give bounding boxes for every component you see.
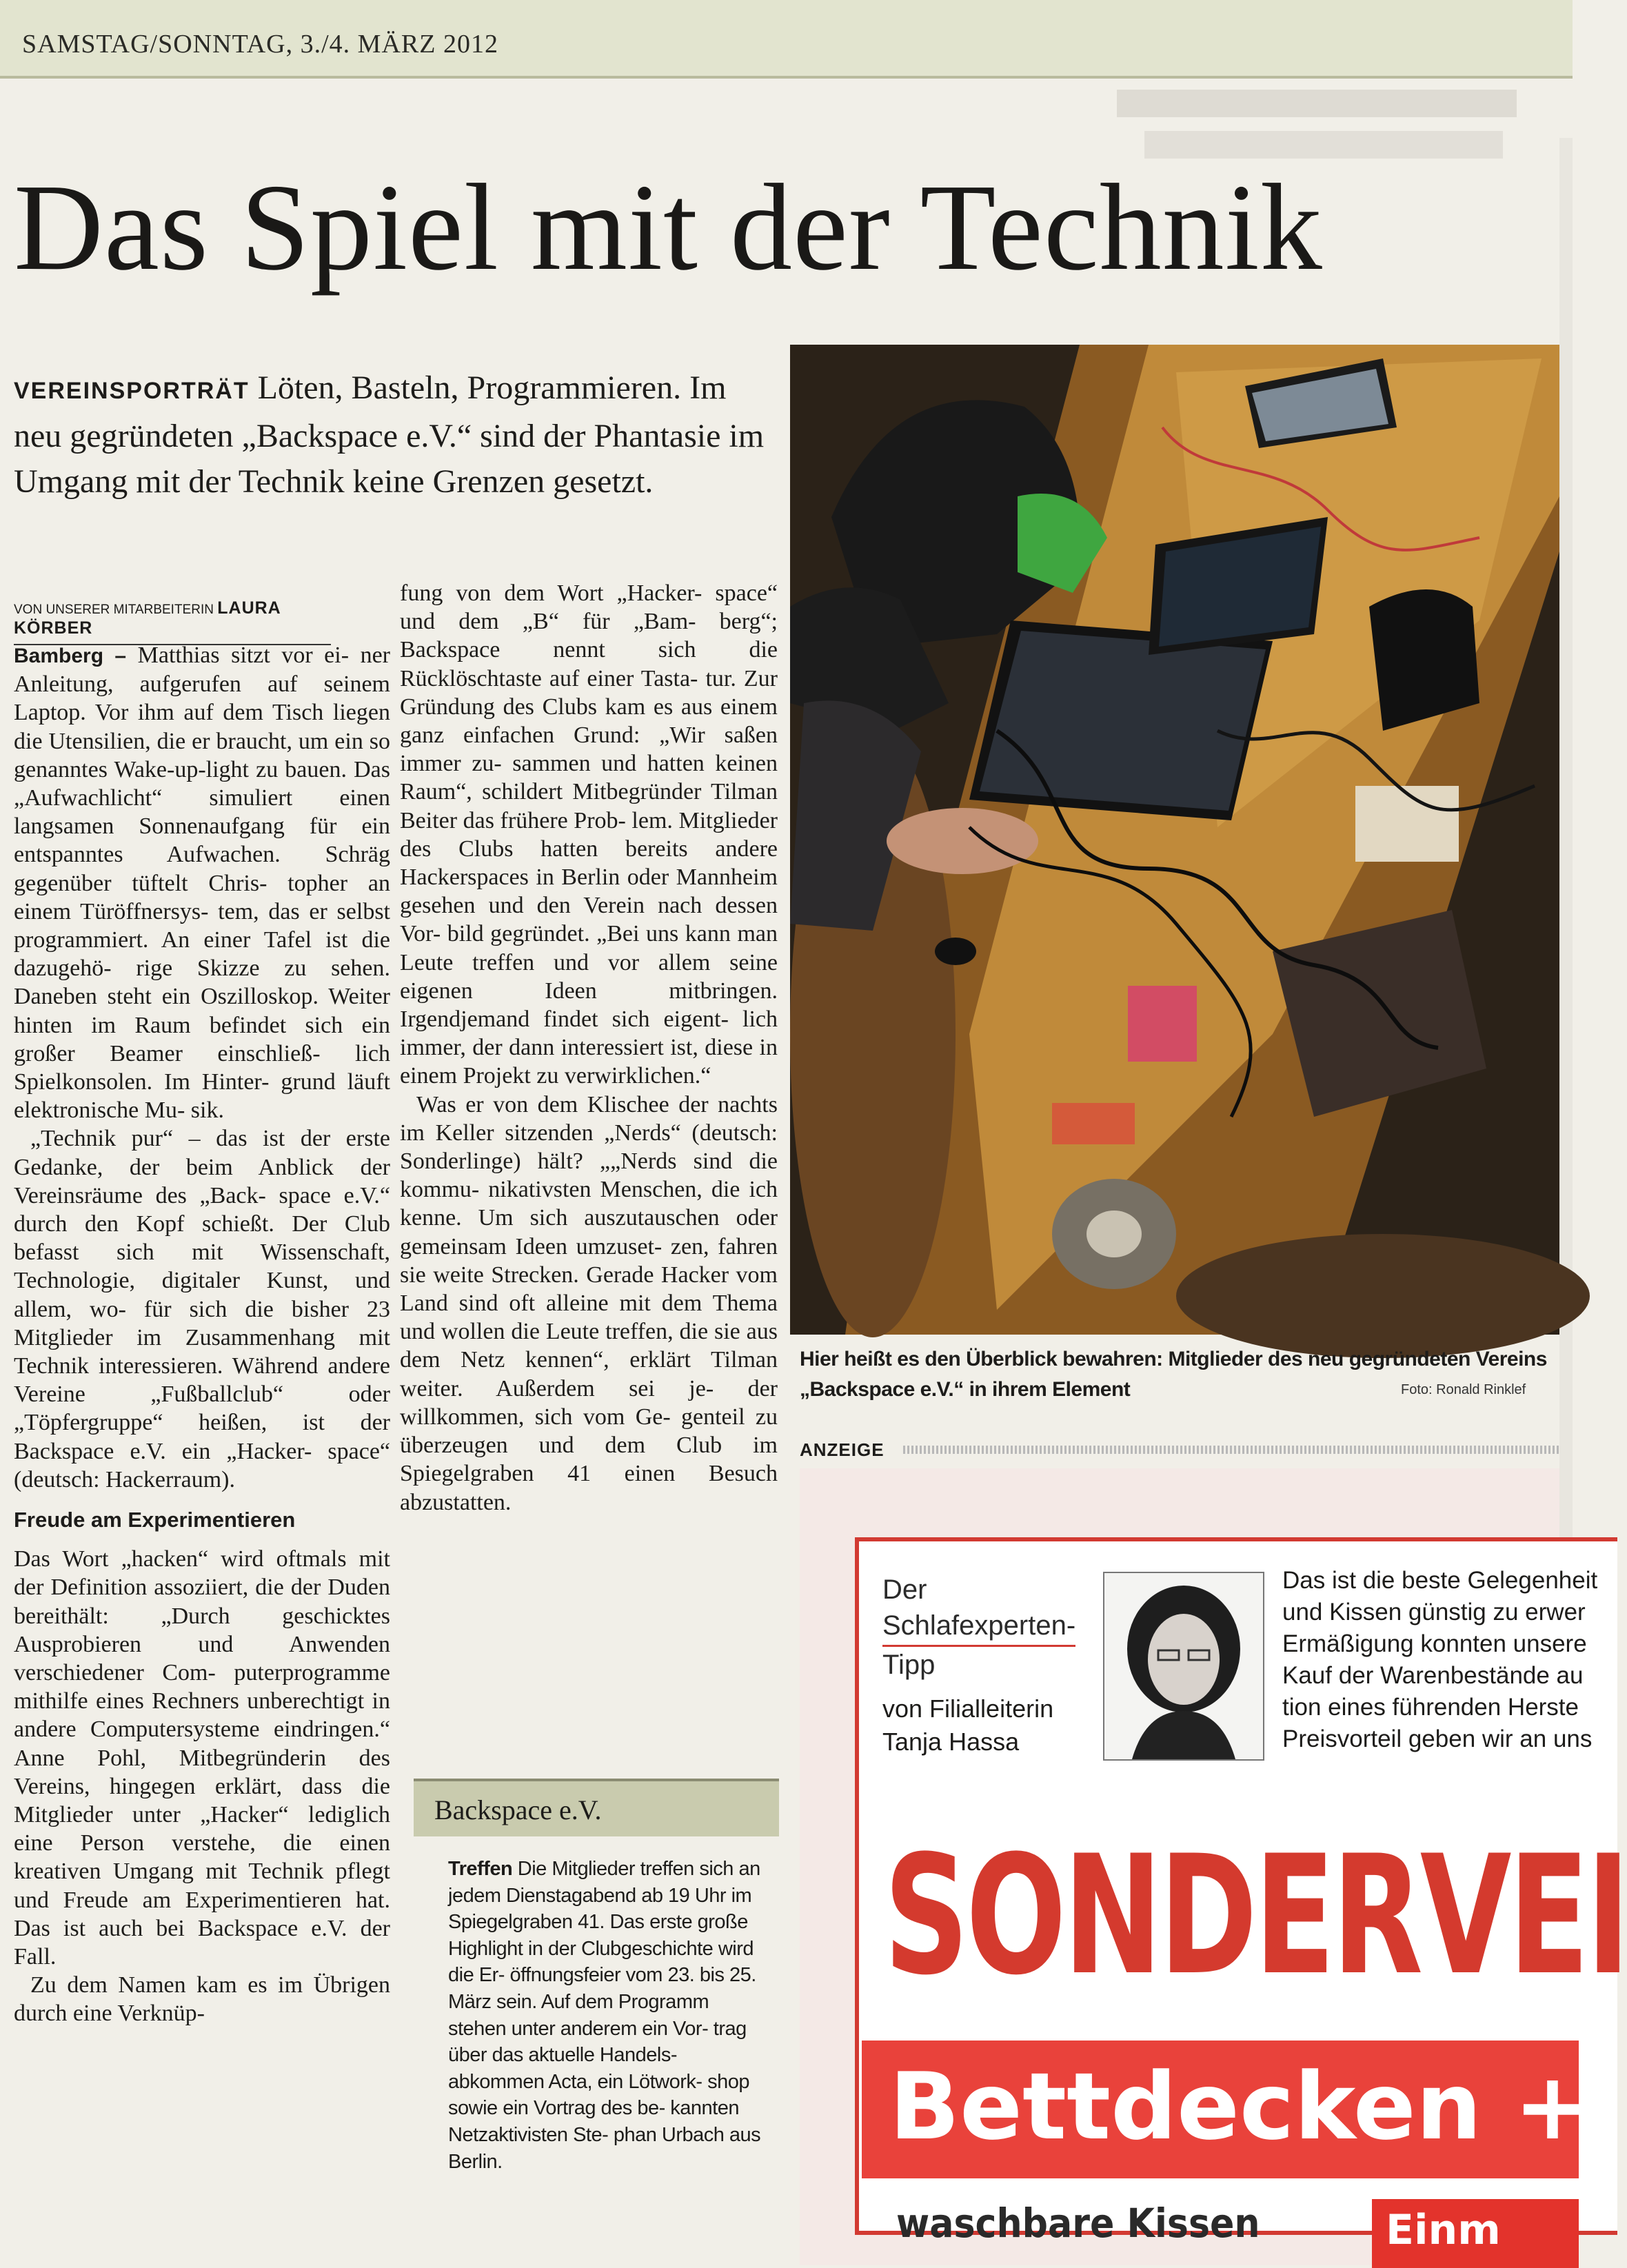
lead-text: Löten, Basteln, Programmieren. Im neu gegründeten „Backspace e.V.“ sind der Phantasie im Umgang mit der Technik keine Grenzen gesetzt. [14, 369, 765, 500]
ad-product-title: Bettdecken + [889, 2053, 1592, 2160]
headline: Das Spiel mit der Technik [14, 159, 1323, 296]
paragraph: Was er von dem Klischee der nachts im Keller sitzenden „Nerds“ (deutsch: Sonderlinge) hält? „„Nerds sind die kommu- nikativsten Menschen, die ich kenne. Um sich auszutauschen oder gemeinsam Ideen umzuset- zen, fahren sie weite Strecken. Gerade Hacker vom Land sind oft alleine mit dem Thema und wollen die Leute treffen, die sie aus dem Netz kennen“, erklärt Tilman weiter. Außerdem sei je- der willkommen, sich vom Ge- genteil zu überzeugen und dem Club im Spiegelgraben 41 einen Besuch abzustatten. [400, 1091, 778, 1515]
article-column-2 [400, 579, 778, 1517]
ad-body-line: und Kissen günstig zu erwer [1282, 1599, 1586, 1626]
info-box-text [448, 1856, 765, 2175]
paragraph: Das Wort „hacken“ wird oftmals mit der Definition assoziiert, die der Duden bereithält: „Durch geschicktes Ausprobieren und Anwenden verschiedener Com- puterprogramme mithilfe eines Rechners unberechtigt in andere Computersysteme eindringen.“ Anne Pohl, Mitbegründerin des Vereins, hingegen erklärt, dass die Mitglieder unter „Hacker“ lediglich eine Person verstehe, die einen kreativen Umgang mit Technik pflegt und Freude am Experimentieren hat. Das ist auch bei Backspace e.V. der Fall. [14, 1546, 390, 1970]
paragraph: Zu dem Namen kam es im Übrigen durch eine Verknüp- [14, 1972, 390, 2027]
ad-tipp-author [882, 1692, 1103, 1759]
byline-prefix: VON UNSERER MITARBEITERIN [14, 603, 214, 617]
ad-label: ANZEIGE [800, 1439, 885, 1460]
ad-tipp-line: Tipp [882, 1650, 936, 1680]
ad-tipp-line: Schlafexperten- [882, 1608, 1075, 1647]
subheading: Freude am Experimentieren [14, 1508, 296, 1532]
lead-paragraph [14, 365, 779, 505]
ad-product-subtitle: waschbare Kissen [896, 2200, 1260, 2247]
byline [14, 598, 331, 645]
ad-tipp-author-line: von Filialleiterin [882, 1694, 1054, 1723]
byline-name: LAURA KÖRBER [14, 598, 281, 638]
location: Bamberg – [14, 645, 127, 667]
advertisement [800, 1468, 1627, 2265]
ad-tipp-heading [882, 1572, 1089, 1683]
ad-tipp-line: Der [882, 1575, 927, 1605]
info-box-header [414, 1779, 779, 1836]
ad-badge [1372, 2199, 1579, 2268]
ad-portrait [1103, 1572, 1264, 1761]
dateline: SAMSTAG/SONNTAG, 3./4. MÄRZ 2012 [22, 30, 498, 59]
ad-body-text [1282, 1565, 1598, 1755]
info-box-body: Die Mitglieder treffen sich an jedem Dienstagabend ab 19 Uhr im Spiegelgraben 41. Das erste große Highlight in der Clubgeschichte wird die Er- öffnungsfeier vom 23. bis 25. März sein. Auf dem Programm stehen unter anderem ein Vor- trag über das aktuelle Handels- abkommen Acta, ein Lötwork- shop sowie ein Vortrag des be- kannten Netzaktivisten Ste- phan Urbach aus Berlin. [448, 1858, 761, 2173]
ad-body-line: Preisvorteil geben wir an uns [1282, 1725, 1593, 1752]
ad-badge-text: Einm [1386, 2206, 1501, 2254]
paragraph: „Technik pur“ – das ist der erste Gedanke, der beim Anblick der Vereinsräume des „Back- space e.V.“ durch den Kopf schießt. Der Club befasst sich mit Wissenschaft, Technologie, digitaler Kunst, und allem, wo- für sich die bisher 23 Mitglieder im Zusammenhang mit Technik interessieren. Während andere Vereine „Fußballclub“ oder „Töpfergruppe“ heißen, ist der Backspace e.V. ein „Hacker- space“ (deutsch: Hackerraum). [14, 1126, 390, 1492]
info-box [414, 1779, 779, 2254]
bleed-through-texture [1117, 83, 1530, 165]
portrait-image [1104, 1573, 1263, 1759]
info-box-title: Backspace e.V. [434, 1794, 602, 1825]
info-box-label: Treffen [448, 1858, 513, 1880]
ad-body-line: tion eines führenden Herste [1282, 1694, 1579, 1721]
ad-body-line: Das ist die beste Gelegenheit [1282, 1567, 1598, 1594]
paragraph: fung von dem Wort „Hacker- space“ und dem „B“ für „Bam- berg“; Backspace nennt sich die Rücklöschtaste auf einer Tasta- tur. Zur Gründung des Clubs kam es aus einem ganz einfachen Grund: „Wir saßen immer zu- sammen und hatten keinen Raum“, schildert Mitbegründer Tilman Beiter das frühere Prob- lem. Mitglieder des Clubs hatten bereits andere Hackerspaces in Berlin oder Mannheim gesehen und den Verein nach dessen Vor- bild gegründet. „Bei uns kann man Leute treffen und vor allem seine eigenen Ideen mitbringen. Irgendjemand findet sich eigent- lich immer, der dann interessiert ist, diese in einem Projekt zu verwirklichen.“ [400, 580, 778, 1089]
ad-tipp-author-line: Tanja Hassa [882, 1728, 1020, 1756]
ad-body-line: Kauf der Warenbestände au [1282, 1662, 1584, 1689]
ad-body-line: Ermäßigung konnten unsere [1282, 1630, 1587, 1657]
kicker: VEREINSPORTRÄT [14, 378, 250, 404]
ad-rule [903, 1446, 1559, 1454]
article-photo [790, 345, 1559, 1335]
ad-sale-headline: SONDERVEI [884, 1821, 1627, 2012]
photo-caption: Hier heißt es den Überblick bewahren: Mitglieder des neu gegründeten Vereins „Backspace e.V.“ in ihrem Element [800, 1348, 1547, 1401]
paragraph-text: Matthias sitzt vor ei- ner Anleitung, aufgerufen auf seinem Laptop. Vor ihm auf dem Tisch liegen die Utensilien, die er braucht, um ein so genanntes Wake-up-light zu bauen. Das „Aufwachlicht“ simuliert einen langsamen Sonnenaufgang für ein entspanntes Aufwachen. Schräg gegenüber tüftelt Chris- topher an einem Türöffnersys- tem, das er selbst programmiert. An einer Tafel ist die dazugehö- rige Skizze zu sehen. Daneben steht ein Oszilloskop. Weiter hinten im Raum befindet sich ein großer Beamer einschließ- lich Spielkonsolen. Im Hinter- grund läuft elektronische Mu- sik. [14, 642, 390, 1124]
paragraph [14, 641, 390, 1124]
photo-image [790, 345, 1559, 1335]
article-column-1 [14, 641, 390, 2028]
photo-credit: Foto: Ronald Rinklef [1401, 1382, 1526, 1397]
